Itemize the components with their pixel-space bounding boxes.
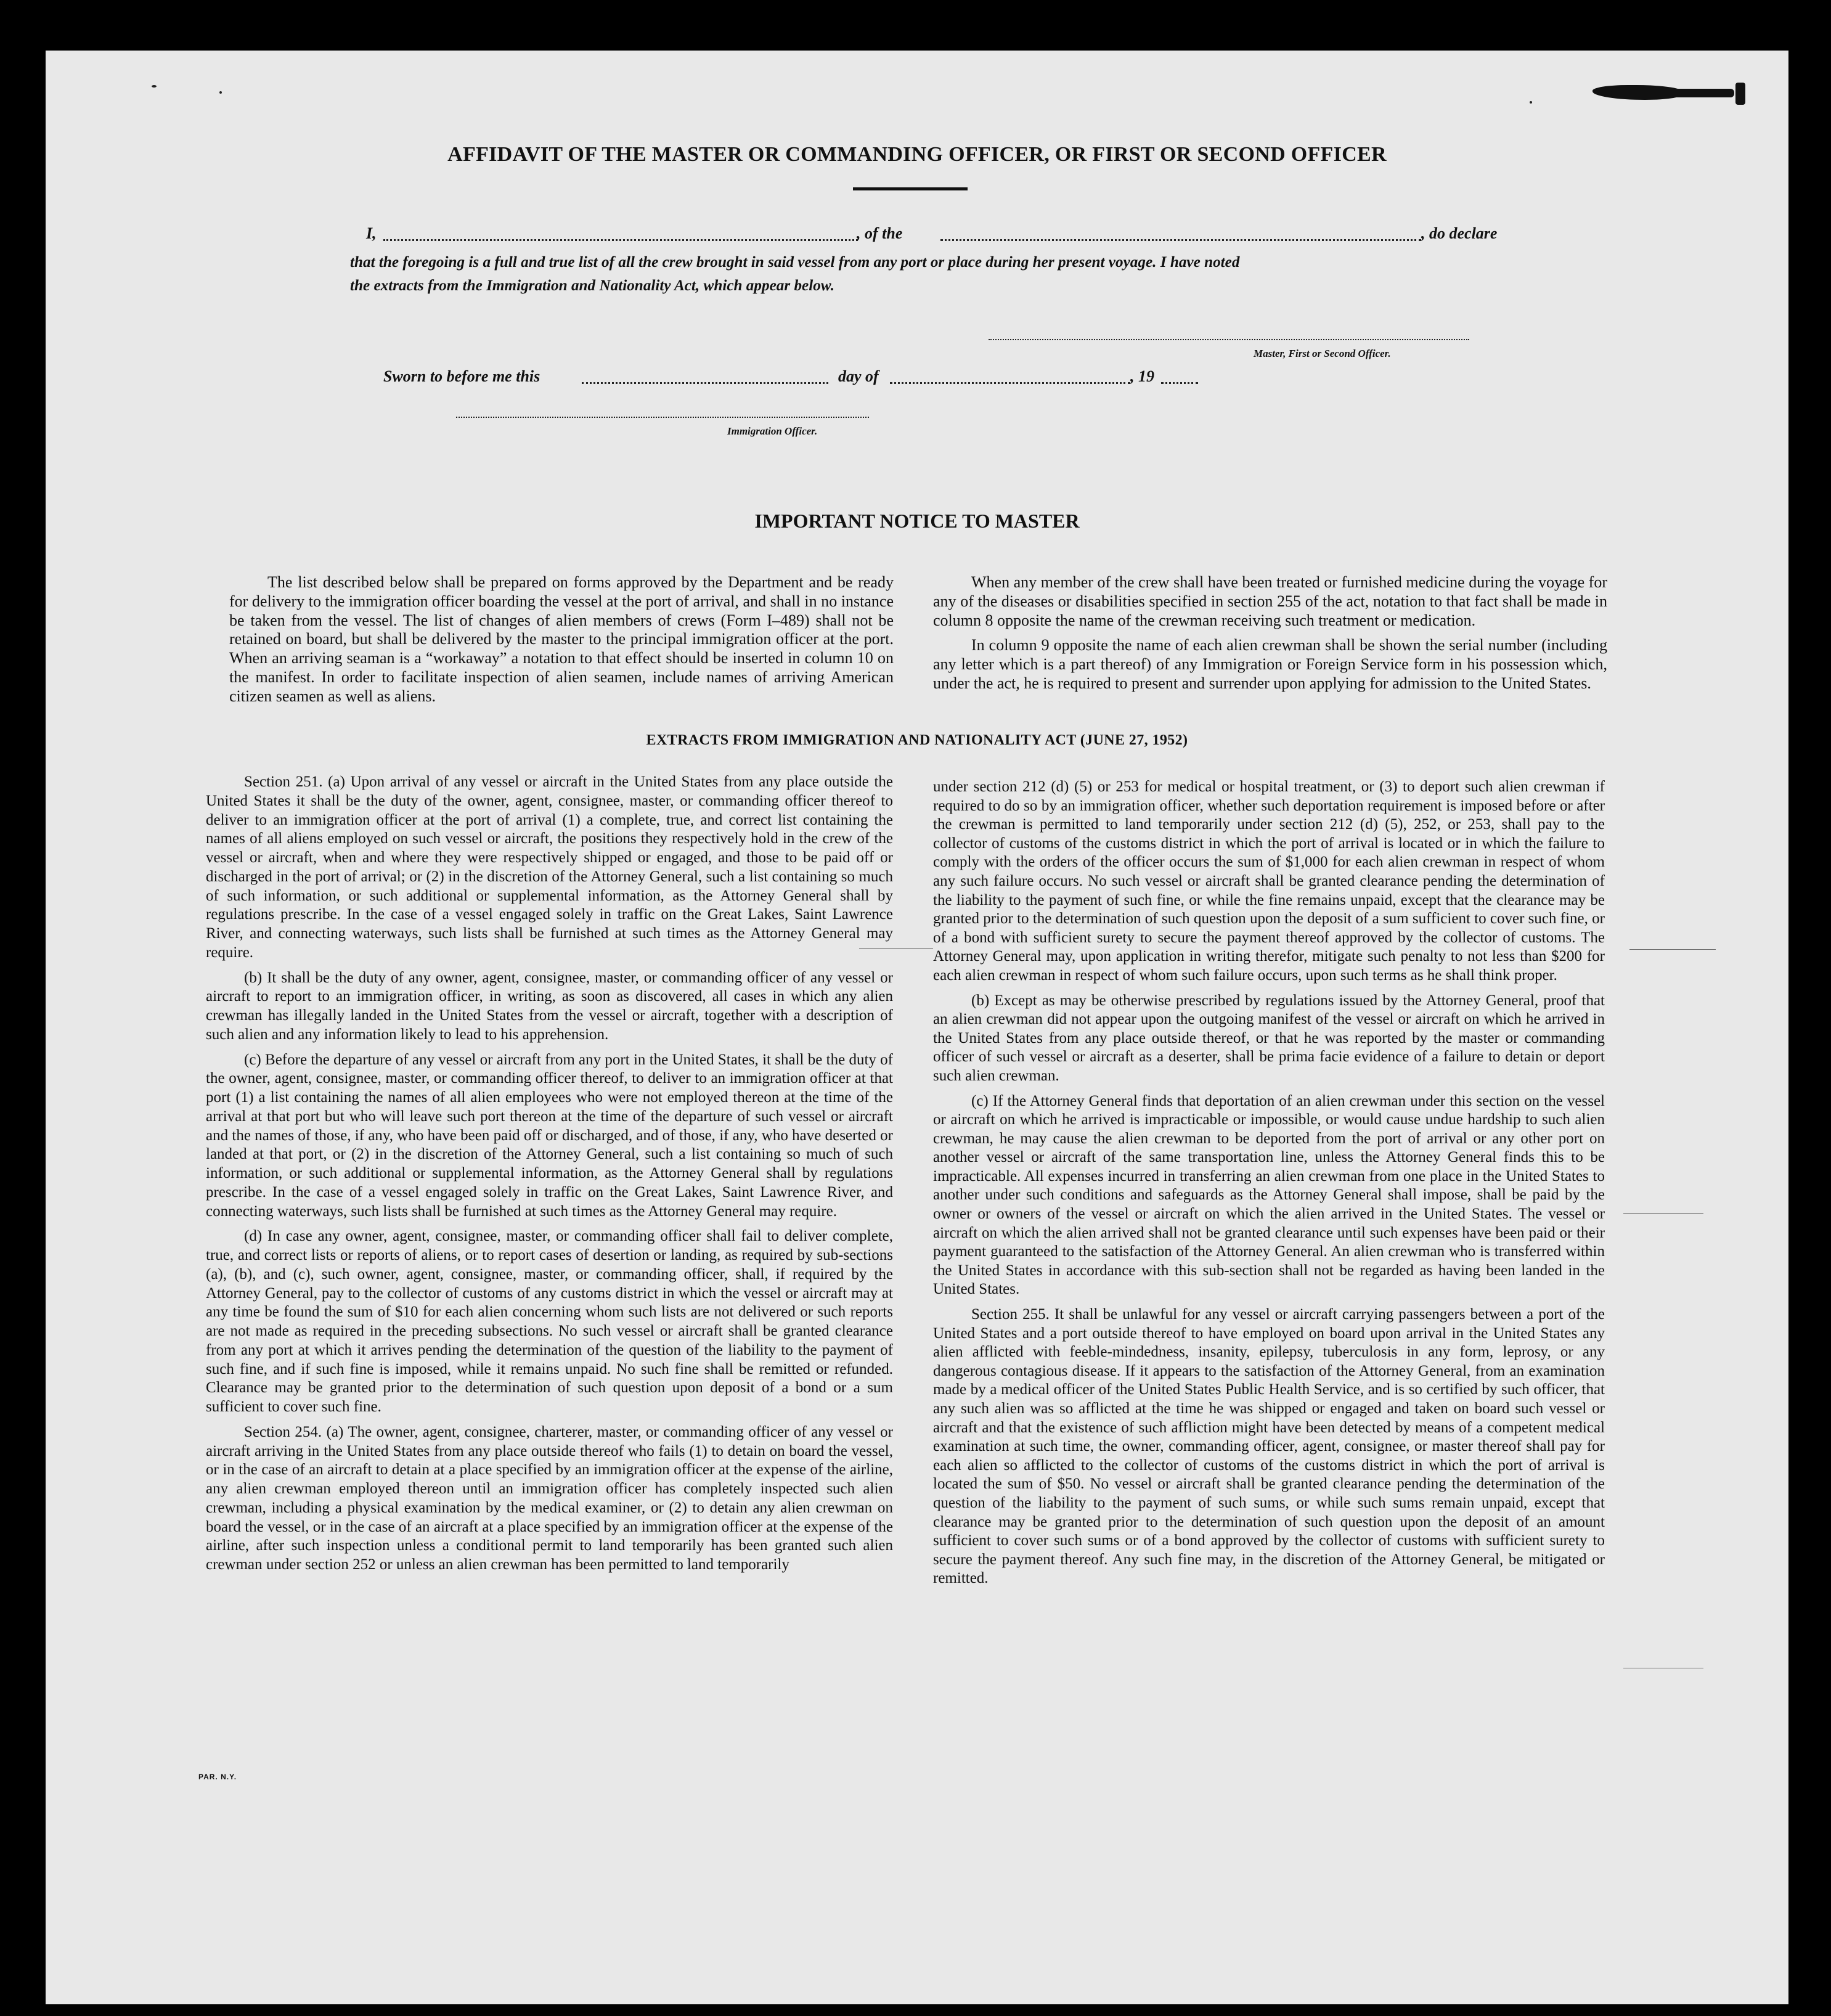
section-255: Section 255. It shall be unlawful for any vessel or aircraft carrying passengers between a port of the United States and a port outside thereof to have employed on board upon arrival in the United States any alien afflicted with feeble-mindedness, insanity, epilepsy, tuberculosis in any form, leprosy, or any dangerous contagious disease. If it appears to the satisfaction of the Attorney General, from an examination made by a medical officer of the United States Public Health Service, and is so certified by such officer, that any such alien was so afflicted at the time he was shipped or engaged and taken on board such vessel or aircraft and that the existence of such affliction might have been detected by means of a competent medical examination at such time, the owner, commanding officer, agent, consignee, or master thereof shall pay for each alien so afflicted to the collector of customs of the customs district in which the port of arrival is located the sum of $50. No vessel or aircraft shall be granted clearance pending the determination of the question of the liability to the payment of such sums, or while such sums remain unpaid, except that clearance may be granted prior to the determination of such question upon the deposit of an amount sufficient to cover such sums or of a bond approved by the collector of customs with sufficient surety to secure the payment thereof. Any such fine may, in the discretion of the Attorney General, be mitigated or remitted.	[933, 1306, 1605, 1587]
day-of-label: day of	[838, 367, 879, 385]
section-254-c: (c) If the Attorney General finds that deportation of an alien crewman under this section on the vessel or aircraft on which he arrived is impracticable or impossible, or would cause undue hardship to such alien crewman, he may cause the alien crewman to be deported from the port of arrival or any other port on another vessel or aircraft of the same transportation line, unless the Attorney General finds this to be impracticable. All expenses incurred in transferring an alien crewman from one place in the United States to another under such conditions and safeguards as the Attorney General shall impose, shall be paid by the owner or owners of the vessel or aircraft on which the alien arrived in the United States. The vessel or aircraft on which the alien arrived shall not be granted clearance until such expenses have been paid or their payment guaranteed to the satisfaction of the Attorney General. An alien crewman who is transferred within the United States in accordance with this sub-section shall not be regarded as having been landed in the United States.	[933, 1092, 1605, 1298]
declarant-label: I,	[366, 224, 377, 242]
document-page	[46, 51, 1788, 2004]
officer-signature-line	[456, 417, 869, 418]
section-254-a: Section 254. (a) The owner, agent, consignee, charterer, master, or commanding officer of any vessel or aircraft arriving in the United States from any place outside thereof who fails (1) to detain on board the vessel, or in the case of an aircraft to detain at a place specified by an immigration officer at the expense of the airline, any alien crewman employed thereon until an immigration officer has completely inspected such alien crewman, including a physical examination by the medical examiner, or (2) to detain any alien crewman on board the vessel, or in the case of an aircraft at a place specified by an immigration officer at the expense of the airline, after such inspection unless a conditional permit to land temporarily has been granted such alien crewman under section 252 or unless an alien crewman has been permitted to land temporarily	[206, 1423, 893, 1573]
ink-smudge	[1611, 89, 1734, 97]
pencil-mark	[1623, 1213, 1703, 1214]
affidavit-title: AFFIDAVIT OF THE MASTER OR COMMANDING OFFICER, OR FIRST OR SECOND OFFICER	[447, 143, 1387, 166]
affidavit-line-3: the extracts from the Immigration and Nationality Act, which appear below.	[350, 277, 834, 294]
extracts-title: EXTRACTS FROM IMMIGRATION AND NATIONALITY ACT (JUNE 27, 1952)	[646, 732, 1188, 748]
section-251-d: (d) In case any owner, agent, consignee, master, or commanding officer shall fail to deliver complete, true, and correct lists or reports of aliens, or to report cases of desertion or landing, as required by sub-sections (a), (b), and (c), such owner, agent, consignee, master, or commanding officer, shall, if required by the Attorney General, pay to the collector of customs of any customs district in which the vessel or aircraft may at any time be found the sum of $10 for each alien concerning whom such lists are not delivered or such reports are not made as required in the preceding subsections. No such vessel or aircraft shall be granted clearance from any port at which it arrives pending the determination of the question of the liability to the payment of such fine, and if such fine is imposed, while it remains unpaid. No such fine shall be remitted or refunded. Clearance may be granted prior to the determination of such question upon deposit of a bond or a sum sufficient to cover such fine.	[206, 1228, 893, 1415]
section-251-a: Section 251. (a) Upon arrival of any vessel or aircraft in the United States from any place outside the United States it shall be the duty of the owner, agent, consignee, master, or commanding officer thereof to deliver to an immigration officer at the port of arrival (1) a complete, true, and correct list containing the names of all aliens employed on such vessel or aircraft, the positions they respectively hold in the crew of the vessel or aircraft, when and where they were respectively shipped or engaged, and those to be paid off or discharged in the port of arrival; or (2) in the discretion of the Attorney General, such a list containing so much of such information, or such additional or supplemental information, as the Attorney General shall by regulations prescribe. In the case of a vessel engaged solely in traffic on the Great Lakes, Saint Lawrence River, and connecting waterways, such lists shall be furnished at such times as the Attorney General may require.	[206, 773, 893, 961]
section-251-b: (b) It shall be the duty of any owner, agent, consignee, master, or commanding officer of any vessel or aircraft to report to an immigration officer, in writing, as soon as discovered, all cases in which any alien crewman has illegally landed in the United States from the vessel or aircraft, together with a description of such alien and any information likely to lead to his apprehension.	[206, 969, 893, 1043]
dust-speck	[1530, 101, 1532, 104]
extracts-right-column	[933, 778, 1605, 1588]
section-251-c: (c) Before the departure of any vessel or aircraft from any port in the United States, it shall be the duty of the owner, agent, consignee, master, or commanding officer thereof, to deliver to an immigration officer at that port (1) a list containing the names of all alien employees who were not employed thereon at the time of the arrival at that port but who will leave such port thereon at the time of the departure of such vessel or aircraft and the names of those, if any, who have been paid off or discharged, and of those, if any, who have deserted or landed at that port, or (2) in the discretion of the Attorney General, such a list containing so much of such information, or such additional or supplemental information, as the Attorney General shall by regulations prescribe. In the case of a vessel engaged solely in traffic on the Great Lakes, Saint Lawrence River, and connecting waterways, such lists shall be furnished at such times as the Attorney General may require.	[206, 1051, 893, 1220]
notice-paragraph: When any member of the crew shall have been treated or furnished medicine during the voyage for any of the diseases or disabilities specified in section 255 of the act, notation to that fact shall be made in column 8 opposite the name of the crewman receiving such treatment or medication.	[933, 573, 1607, 629]
declare-label: , do declare	[1421, 224, 1498, 242]
sworn-year-line	[1161, 382, 1198, 384]
vessel-name-line	[940, 239, 1421, 241]
master-signature-caption: Master, First or Second Officer.	[1254, 348, 1391, 359]
notice-left-column	[229, 573, 894, 706]
dust-speck	[219, 91, 222, 94]
notice-right-column	[933, 573, 1607, 693]
extracts-left-column	[206, 773, 893, 1575]
pencil-mark	[859, 948, 933, 949]
sworn-day-line	[582, 382, 828, 384]
title-rule	[853, 187, 968, 190]
notice-title: IMPORTANT NOTICE TO MASTER	[754, 510, 1080, 532]
pencil-mark	[1629, 949, 1716, 950]
ink-smudge	[1735, 83, 1745, 105]
notice-paragraph: The list described below shall be prepared on forms approved by the Department and be ready for delivery to the immigration officer boarding the vessel at the port of arrival, and shall in no instance be taken from the vessel. The list of changes of alien members of crews (Form I–489) shall not be retained on board, but shall be delivered by the master to the principal immigration officer at the port. When an arriving seaman is a “workaway” a notation to that effect should be inserted in column 10 on the manifest. In order to facilitate inspection of alien seamen, include names of arriving American citizen seamen as well as aliens.	[229, 573, 894, 705]
section-254-a-continued: under section 212 (d) (5) or 253 for medical or hospital treatment, or (3) to deport such alien crewman if required to do so by an immigration officer, whether such deportation requirement is imposed before or after the crewman is permitted to land temporarily under section 212 (d) (5), 252, or 253, shall pay to the collector of customs of the customs district in which the port of arrival is located or in which the failure to comply with the orders of the officer occurs the sum of $1,000 for each alien crewman in respect of whom any such failure occurs. No such vessel or aircraft shall be granted clearance pending the determination of the liability to the payment of such fine, or while the fine remains unpaid, except that the clearance may be granted prior to the determination of such question upon the deposit of a sum sufficient to cover such fine, or of a bond with sufficient surety to secure the payment thereof approved by the collector of customs. The Attorney General may, upon application in writing therefor, mitigate such penalty to not less than $200 for each alien crewman in respect of whom such failure occurs, upon such terms as he shall think proper.	[933, 778, 1605, 984]
dust-speck	[152, 85, 157, 88]
sworn-month-line	[890, 382, 1130, 384]
affidavit-line-2: that the foregoing is a full and true list of all the crew brought in said vessel from any port or place during her present voyage. I have noted	[350, 254, 1240, 271]
of-the-label: , of the	[857, 224, 903, 242]
year-label: , 19	[1130, 367, 1154, 385]
sworn-label: Sworn to before me this	[383, 367, 540, 385]
section-254-b: (b) Except as may be otherwise prescribed by regulations issued by the Attorney General, proof that an alien crewman did not appear upon the outgoing manifest of the vessel or aircraft on which he arrived in the United States from any place outside thereof, or that he was reported by the master or commanding officer of such vessel or aircraft as a deserter, shall be prima facie evidence of a failure to detain or deport such alien crewman.	[933, 992, 1605, 1084]
master-signature-line	[989, 339, 1469, 340]
notice-paragraph: In column 9 opposite the name of each alien crewman shall be shown the serial number (including any letter which is a part thereof) of any Immigration or Foreign Service form in his possession which, under the act, he is required to present and surrender upon applying for admission to the United States.	[933, 636, 1607, 692]
declarant-name-line	[383, 239, 858, 241]
officer-signature-caption: Immigration Officer.	[727, 425, 818, 437]
printer-mark: PAR. N.Y.	[198, 1773, 237, 1781]
